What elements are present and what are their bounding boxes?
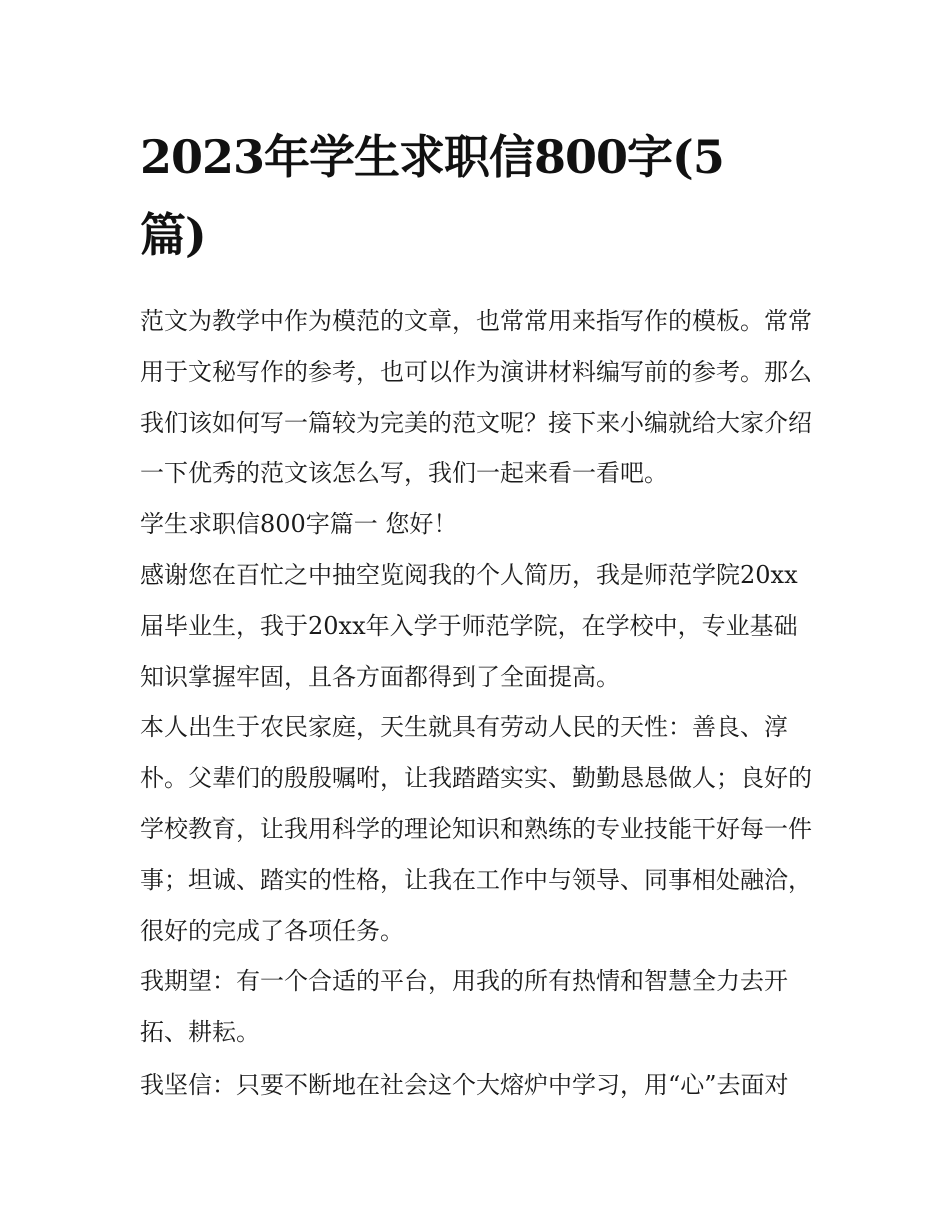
paragraph-thanks: 感谢您在百忙之中抽空览阅我的个人简历，我是师范学院20xx届毕业生，我于20xx年入学于师范学院，在学校中，专业基础知识掌握牢固，且各方面都得到了全面提高。 xyxy=(140,560,798,691)
paragraph-letter-heading: 学生求职信800字篇一 您好！ xyxy=(140,510,458,539)
paragraph-background: 本人出生于农民家庭，天生就具有劳动人民的天性：善良、淳朴。父辈们的殷殷嘱咐，让我踏踏实实、勤勤恳恳做人；良好的学校教育，让我用科学的理论知识和熟练的专业技能干好每一件事；坦诚、踏实的性格，让我在工作中与领导、同事相处融洽，很好的完成了各项任务。 xyxy=(140,713,812,945)
paragraph-belief: 我坚信：只要不断地在社会这个大熔炉中学习，用“心”去面对 xyxy=(140,1070,789,1099)
document-title: 2023年学生求职信800字(5篇) xyxy=(140,130,724,262)
document-body xyxy=(140,296,812,1111)
paragraph-expectation: 我期望：有一个合适的平台，用我的所有热情和智慧全力去开拓、耕耘。 xyxy=(140,967,788,1047)
paragraph-intro: 范文为教学中作为模范的文章，也常常用来指写作的模板。常常用于文秘写作的参考，也可以作为演讲材料编写前的参考。那么我们该如何写一篇较为完美的范文呢？接下来小编就给大家介绍一下优秀的范文该怎么写，我们一起来看一看吧。 xyxy=(140,307,812,488)
